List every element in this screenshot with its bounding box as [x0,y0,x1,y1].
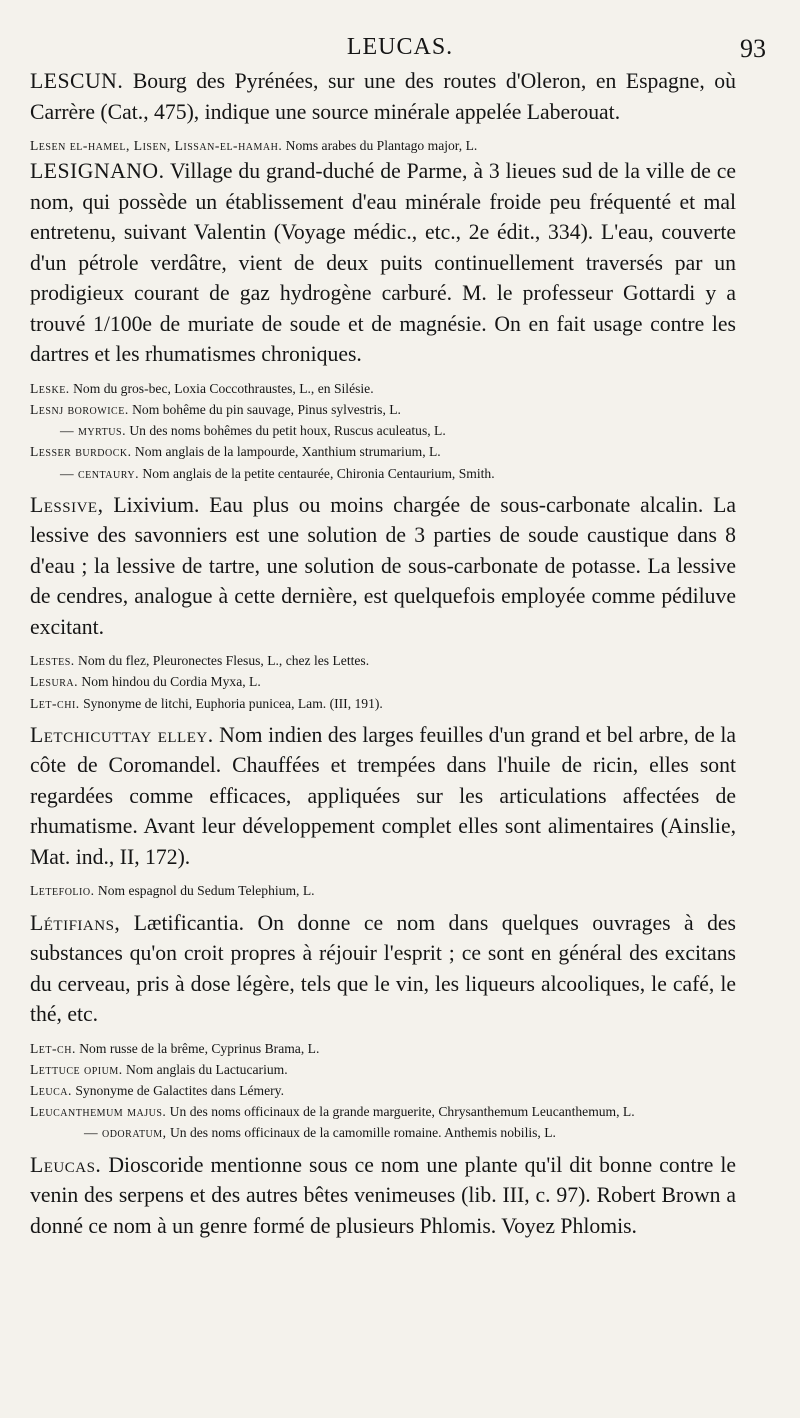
entry-letifians [30,908,736,1030]
entry-letchicuttay-elley [30,720,736,873]
entry-text: Nom anglais de la lampourde, Xanthium strumarium, L. [131,444,441,460]
entry-leucanthemum-odoratum [30,1122,736,1143]
entry-headword: Leuca. [30,1082,72,1098]
entry-headword: Leucanthemum majus. [30,1104,167,1120]
entry-text: Nom bohême du pin sauvage, Pinus sylvestris, L. [128,401,401,417]
entry-text: Nom espagnol du Sedum Telephium, L. [94,883,315,899]
entry-lestes [30,650,736,671]
entry-text: Nom russe de la brême, Cyprinus Brama, L. [75,1040,320,1056]
entry-lesser-burdock [30,441,736,462]
entry-leske [30,378,736,399]
entry-text: Synonyme de litchi, Euphoria punicea, Lam. (III, 191). [79,695,383,711]
entry-leucanthemum-majus [30,1101,736,1122]
entry-text: Nom indien des larges feuilles d'un grand et bel arbre, de la côte de Coromandel. Chauffées et trempées dans l'huile de ricin, elles sont regardées comme efficaces, appliquées sur les articulations affectées de rhumatisme. Avant leur développement complet elles sont alimentaires (Ainslie, Mat. ind., II, 172). [30,722,737,869]
entry-text: Nom du gros-bec, Loxia Coccothraustes, L., en Silésie. [69,380,374,396]
entry-lesser-centaury [30,463,736,484]
entry-headword: Letchicuttay elley. [30,722,214,747]
dictionary-entries [30,66,736,1249]
entry-headword: Let-ch. [30,1040,76,1056]
entry-lesnj-myrtus [30,420,736,441]
entry-text: Nom anglais de la petite centaurée, Chironia Centaurium, Smith. [138,465,495,481]
entry-headword: Letefolio. [30,883,95,899]
entry-headword: Let-chi. [30,695,80,711]
entry-lesnj-borowice [30,399,736,420]
entry-text: Nom anglais du Lactucarium. [122,1061,288,1077]
page-header [0,34,800,62]
entry-lessive [30,490,736,643]
entry-headword: Leucas. [30,1152,102,1177]
page-number: 93 [740,34,766,63]
entry-let-chi [30,693,736,714]
entry-headword: LESCUN. [30,69,124,93]
entry-letefolio [30,880,736,901]
entry-lesignano [30,156,736,370]
entry-lescun [30,66,736,127]
entry-lesura [30,671,736,692]
entry-headword: LESIGNANO. [30,159,165,184]
entry-text: Un des noms officinaux de la grande marguerite, Chrysanthemum Leucanthemum, L. [166,1104,635,1120]
entry-headword: Lesser burdock. [30,444,132,460]
entry-headword: — odoratum, [84,1125,167,1141]
entry-text: Dioscoride mentionne sous ce nom une plante qu'il dit bonne contre le venin des serpens et des autres bêtes venimeuses (lib. III, c. 97). Robert Brown a donné ce nom à un genre formé de plusieurs Phlomis. Voyez Phlomis. [30,1152,736,1238]
entry-headword: Lettuce opium. [30,1061,123,1077]
entry-headword: Leske. [30,380,70,396]
entry-headword: Lesen el-hamel, Lisen, Lissan-el-hamah. [30,138,283,153]
entry-let-ch [30,1038,736,1059]
entry-lettuce-opium [30,1059,736,1080]
entry-text: Nom hindou du Cordia Myxa, L. [78,674,261,690]
entry-text: Noms arabes du Plantago major, L. [282,138,478,153]
entry-headword: Létifians, [30,910,121,935]
entry-headword: — centaury. [60,465,139,481]
running-head: LEUCAS. [346,34,454,60]
entry-text: Un des noms officinaux de la camomille romaine. Anthemis nobilis, L. [166,1125,556,1141]
entry-leucas [30,1150,736,1242]
entry-text: Nom du flez, Pleuronectes Flesus, L., chez les Lettes. [74,653,370,669]
entry-headword: — myrtus. [60,423,126,439]
entry-headword: Lesnj borowice. [30,401,129,417]
entry-headword: Lestes. [30,653,75,669]
entry-headword: Lesura. [30,674,78,690]
entry-text: Bourg des Pyrénées, sur une des routes d'Oleron, en Espagne, où Carrère (Cat., 475), indique une source minérale appelée Laberouat. [30,69,736,124]
entry-text: Lætificantia. On donne ce nom dans quelques ouvrages à des substances qu'on croit propres à réjouir l'esprit ; ce sont en général des excitans du cerveau, pris à dose légère, tels que le vin, les liqueurs alcooliques, le café, le thé, etc. [30,910,736,1027]
entry-headword: Lessive, [30,492,104,517]
entry-text: Village du grand-duché de Parme, à 3 lieues sud de la ville de ce nom, qui possède un établissement d'eau minérale froide peu fréquenté et mal entretenu, suivant Valentin (Voyage médic., etc., 2e édit., 334). L'eau, couverte d'un pétrole verdâtre, vient de deux puits continuellement traversés par un prodigieux courant de gaz hydrogène carburé. M. le professeur Gottardi y a trouvé 1/100e de muriate de soude et de magnésie. On en fait usage contre les dartres et les rhumatismes chroniques. [30,159,736,367]
entry-text: Un des noms bohêmes du petit houx, Ruscus aculeatus, L. [125,423,446,439]
entry-text: Synonyme de Galactites dans Lémery. [71,1082,284,1098]
entry-lesen-el-hamel [30,135,736,156]
entry-text: Lixivium. Eau plus ou moins chargée de sous-carbonate alcalin. La lessive des savonniers est une solution de 3 parties de soude caustique dans 8 d'eau ; la lessive de tartre, une solution de sous-carbonate de potasse. La lessive de cendres, analogue à cette dernière, est quelquefois employée comme pédiluve excitant. [30,492,736,639]
entry-leuca [30,1080,736,1101]
